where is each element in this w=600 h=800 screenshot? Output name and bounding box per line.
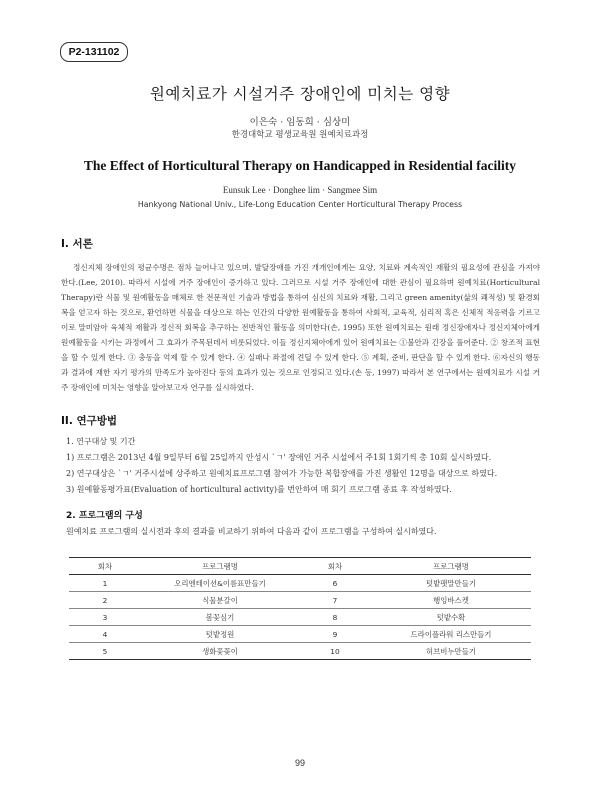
table-cell: 식물분갈이 — [141, 592, 299, 609]
title-english: The Effect of Horticultural Therapy on Handicapped in Residential facility — [83, 158, 517, 173]
table-cell: 3 — [69, 609, 141, 626]
authors-english: Eunsuk Lee · Donghee lim · Sangmee Sim — [222, 185, 378, 195]
list-item: 2) 연구대상은 `ㄱ' 거주시설에 상주하고 원예치료프로그램 참여가 가능한 복합장애를 가진 생활인 12명을 대상으로 하였다. — [66, 469, 498, 478]
table-cell: 오리엔테이션&이름표만들기 — [141, 575, 299, 592]
list-item: 1. 연구대상 및 기간 — [66, 437, 136, 446]
table-cell: 텃밭팻말만들기 — [371, 575, 531, 592]
list-item: 3) 원예활동평가표(Evaluation of horticultural activity)를 번안하여 매 회기 프로그램 종료 후 작성하였다. — [66, 485, 452, 494]
table-header-row — [69, 558, 531, 575]
introduction-paragraph: 정신지체 장애인의 평균수명은 점차 늘어나고 있으며, 발달장애를 가진 개개인에게는 요양, 치료와 계속적인 재활의 필요성에 관심을 가져야 한다.(Lee, 2010). 따라서 시설에 거주 장애인이 증가하고 있다. 그러므로 시설 거주 장애인에 대한 관심이 필요하며 원예치료(Horticultural Therapy)란 식물 및 원예활동을 매체로 한 전문적인 기술과 방법을 통하여 심신의 치료와 재활, 그리고 green amenity(삶의 쾌적성) 및 환경회복을 얻고자 하는 것으로, 환언하면 식물을 대상으로 하는 인간의 다양한 원예활동을 통하여 사회적, 교육적, 심리적 혹은 신체적 적응력을 기르고 이로 말미암아 육체적 재활과 정신적 회복을 추구하는 전반적인 활동을 의미한다(손, 1995) 또한 원예치료는 원래 정신장애자나 정신지체아에게 원예활동을 시키는 과정에서 그 효과가 주목된데서 비롯되었다. 이들 정신지체아에게 있어 원예치료는 ①불안과 긴장을 풀어준다. ② 창조적 표현을 할 수 있게 한다. ③ 충동을 억제 할 수 있게 한다. ④ 실패나 좌절에 견딜 수 있게 한다. ⑤ 계획, 준비, 판단을 할 수 있게 한다. ⑥자신의 행동과 결과에 재한 자기 평가의 만족도가 높아진다 등의 효과가 있는 것으로 인정되고 있다.(손 등, 1997) 따라서 본 연구에서는 원예치료가 시설 거주 장애인에 미치는 영향을 알아보고자 연구를 실시하였다. — [61, 263, 540, 392]
table-header-cell: 프로그램명 — [141, 558, 299, 575]
table-cell: 2 — [69, 592, 141, 609]
section-heading-methods: II. 연구방법 — [61, 415, 118, 427]
table-cell: 텃밭정원 — [141, 626, 299, 643]
table-cell: 허브비누만들기 — [371, 643, 531, 660]
table-cell: 드라이플라워 리스만들기 — [371, 626, 531, 643]
table-row — [69, 592, 531, 609]
program-intro-text: 원예치료 프로그램의 실시전과 후의 결과를 비교하기 위하여 다음과 같이 프로그램을 구성하여 실시하였다. — [66, 527, 437, 536]
section-heading-introduction: I. 서론 — [61, 238, 93, 250]
table-header-cell: 회차 — [299, 558, 371, 575]
table-cell: 텃밭수확 — [371, 609, 531, 626]
table-cell: 봄꽃심기 — [141, 609, 299, 626]
affiliation-english: Hankyong National Univ., Life-Long Education Center Horticultural Therapy Process — [137, 200, 463, 209]
table-cell: 5 — [69, 643, 141, 660]
table-cell: 생화꽃꽂이 — [141, 643, 299, 660]
table-cell: 7 — [299, 592, 371, 609]
page-number: 99 — [294, 758, 305, 768]
table-cell: 1 — [69, 575, 141, 592]
table-cell: 10 — [299, 643, 371, 660]
table-cell: 4 — [69, 626, 141, 643]
table-cell: 6 — [299, 575, 371, 592]
program-table — [69, 557, 531, 660]
list-item: 1) 프로그램은 2013년 4월 9일부터 6월 25일까지 안성시 `ㄱ' 장애인 거주 시설에서 주1회 1회기씩 총 10회 실시하였다. — [66, 453, 492, 462]
methods-list — [66, 434, 546, 498]
table-row — [69, 626, 531, 643]
table-header-cell: 프로그램명 — [371, 558, 531, 575]
program-composition-heading: 2. 프로그램의 구성 — [66, 511, 143, 521]
table-row — [69, 609, 531, 626]
table-cell: 9 — [299, 626, 371, 643]
authors-korean: 이은숙 · 임동희 · 심상미 — [249, 117, 351, 128]
table-header-cell: 회차 — [69, 558, 141, 575]
table-cell: 행잉바스켓 — [371, 592, 531, 609]
table-row — [69, 643, 531, 660]
table-row — [69, 575, 531, 592]
paper-code-badge: P2-131102 — [60, 42, 128, 62]
title-korean: 원예치료가 시설거주 장애인에 미치는 영향 — [149, 85, 451, 103]
table-cell: 8 — [299, 609, 371, 626]
affiliation-korean: 한경대학교 평생교육원 원예치료과정 — [231, 130, 369, 140]
